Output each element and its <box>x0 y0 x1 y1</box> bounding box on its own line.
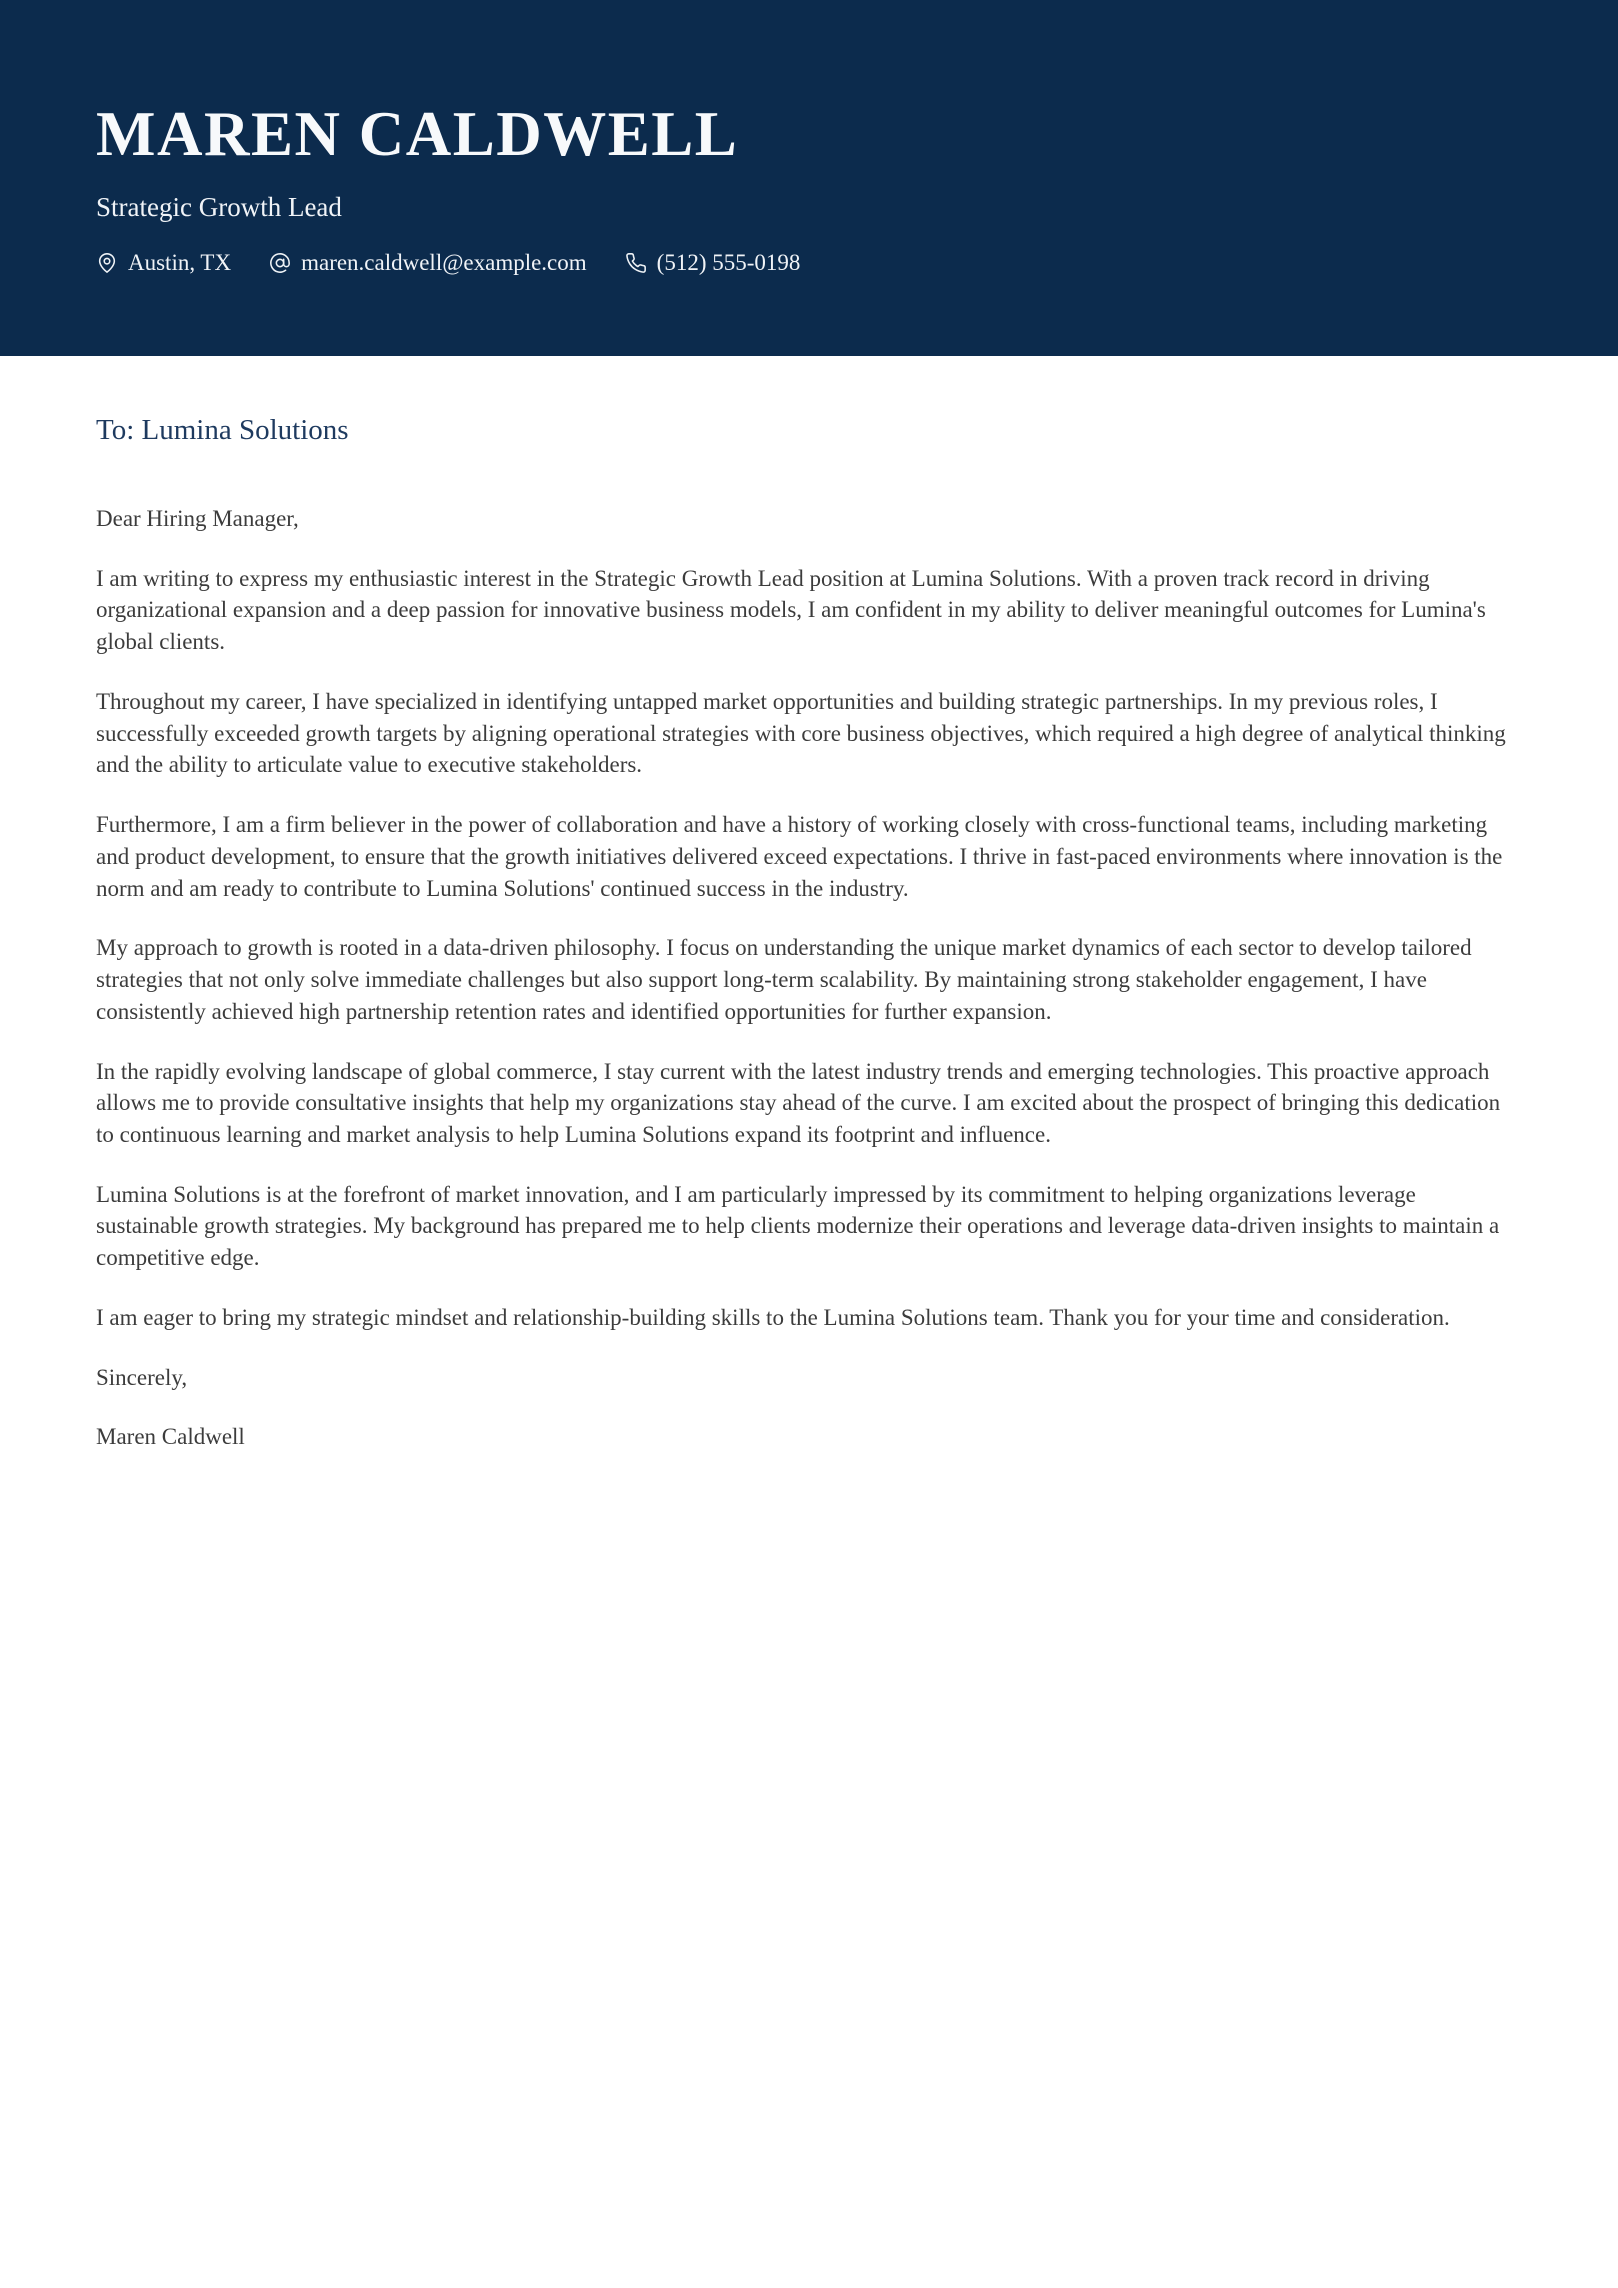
contact-email-text: maren.caldwell@example.com <box>301 250 587 275</box>
closing: Sincerely, <box>96 1364 188 1390</box>
map-pin-icon <box>96 252 118 274</box>
contact-row <box>96 250 1522 276</box>
contact-location <box>96 250 231 276</box>
letter-paragraph: I am writing to express my enthusiastic interest in the Strategic Growth Lead position at Lumina Solutions. With a proven track record in driving organizational expansion and a deep passion for innovative business models, I am confident in my ability to deliver meaningful outcomes for Lumina's global clients. <box>96 565 1486 655</box>
letter-paragraph: I am eager to bring my strategic mindset and relationship-building skills to the Lumina Solutions team. Thank you for your time and consideration. <box>96 1304 1450 1330</box>
letter-paragraph: Throughout my career, I have specialized in identifying untapped market opportunities and building strategic partnerships. In my previous roles, I successfully exceeded growth targets by aligning operational strategies with core business objectives, which required a high degree of analytical thinking and the ability to articulate value to executive stakeholders. <box>96 688 1506 778</box>
letter-paragraph: Furthermore, I am a firm believer in the power of collaboration and have a history of working closely with cross-functional teams, including marketing and product development, to ensure that the growth initiatives delivered exceed expectations. I thrive in fast-paced environments where innovation is the norm and am ready to contribute to Lumina Solutions' continued success in the industry. <box>96 812 1503 901</box>
candidate-job-title: Strategic Growth Lead <box>96 192 342 222</box>
recipient-line: To: Lumina Solutions <box>96 414 349 446</box>
signature-name: Maren Caldwell <box>96 1424 245 1450</box>
contact-phone-text: (512) 555-0198 <box>656 250 801 275</box>
candidate-name: MAREN CALDWELL <box>96 99 739 169</box>
letter-paragraph: In the rapidly evolving landscape of global commerce, I stay current with the latest industry trends and emerging technologies. This proactive approach allows me to provide consultative insights that help my organizations stay ahead of the curve. I am excited about the prospect of bringing this dedication to continuous learning and market analysis to help Lumina Solutions expand its footprint and influence. <box>96 1058 1501 1148</box>
contact-location-text: Austin, TX <box>128 250 232 275</box>
contact-email <box>269 250 587 276</box>
phone-icon <box>625 252 647 274</box>
at-sign-icon <box>269 252 291 274</box>
letter-paragraph: Lumina Solutions is at the forefront of market innovation, and I am particularly impressed by its commitment to helping organizations leverage sustainable growth strategies. My background has prepared me to help clients modernize their operations and leverage data-driven insights to maintain a competitive edge. <box>96 1181 1500 1271</box>
contact-phone <box>625 250 801 276</box>
letter-paragraph: My approach to growth is rooted in a data-driven philosophy. I focus on understanding the unique market dynamics of each sector to develop tailored strategies that not only solve immediate challenges but also support long-term scalability. By maintaining strong stakeholder engagement, I have consistently achieved high partnership retention rates and identified opportunities for further expansion. <box>96 935 1472 1024</box>
salutation: Dear Hiring Manager, <box>96 506 299 531</box>
letterhead <box>0 0 1618 356</box>
letter-body <box>0 356 1618 1453</box>
